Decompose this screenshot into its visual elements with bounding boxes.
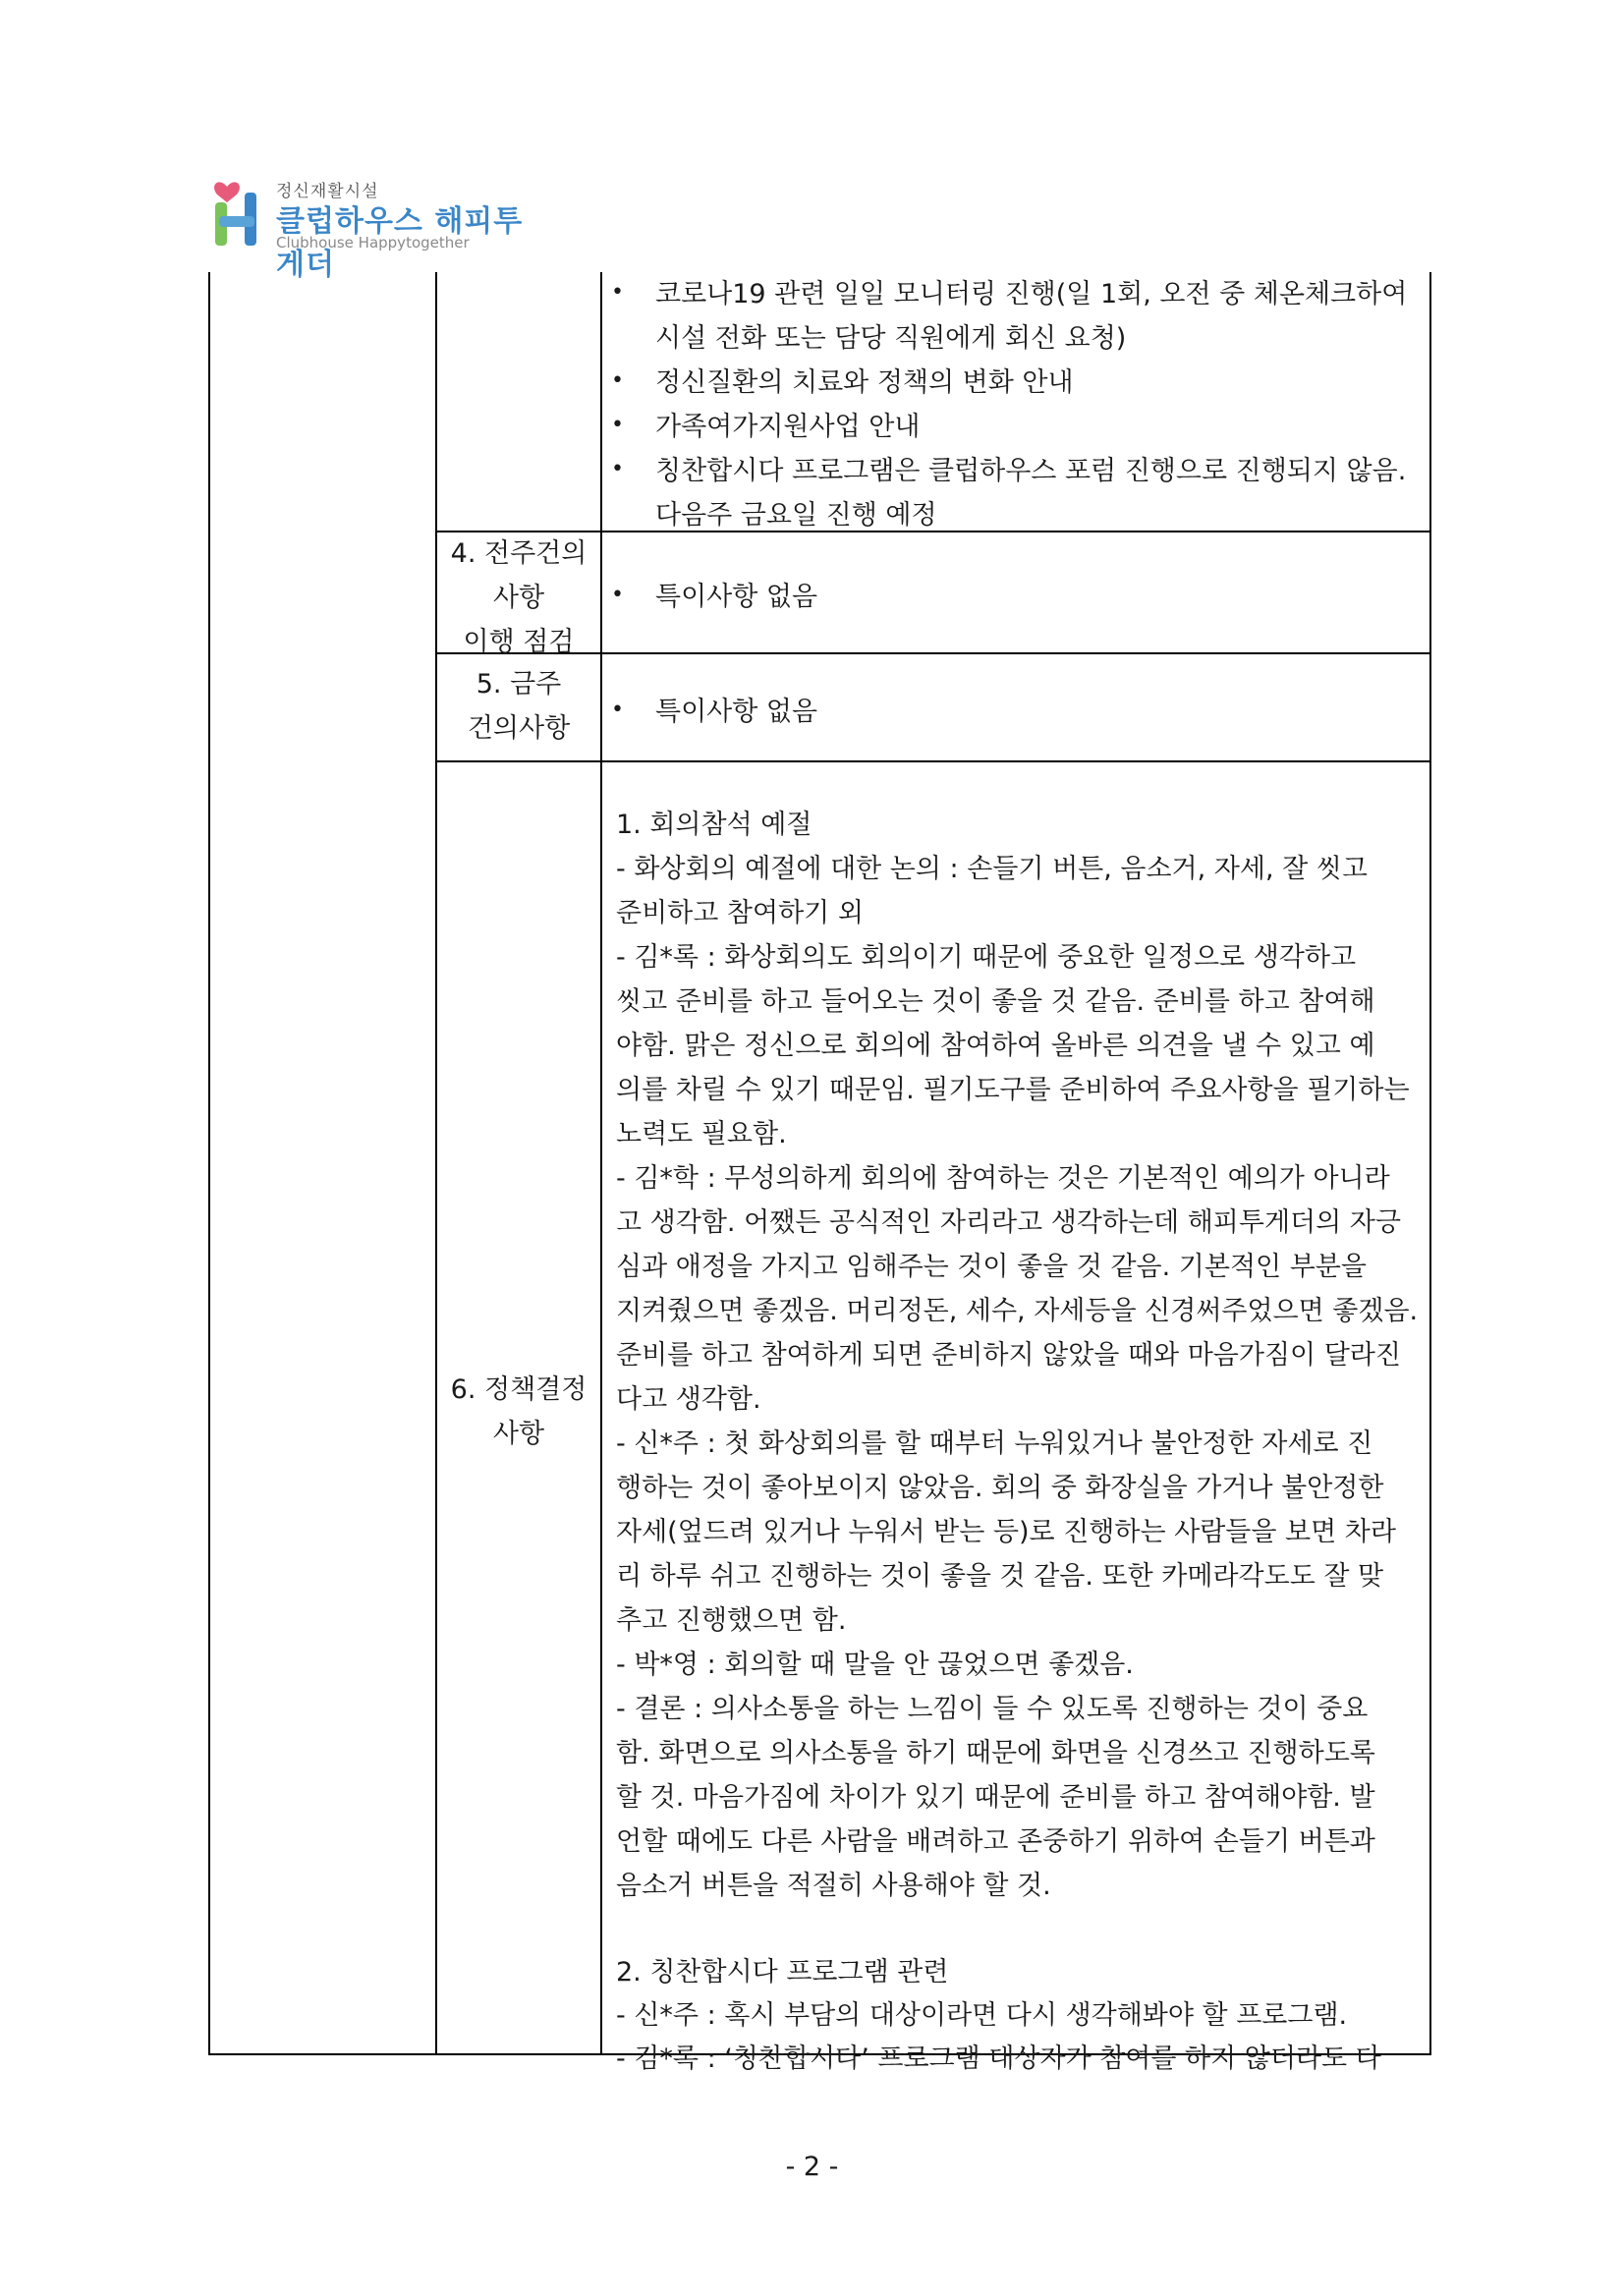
bullet-text-cont: 다음주 금요일 진행 예정: [655, 500, 937, 531]
logo-h-icon: [209, 173, 272, 252]
policy-line: 언할 때에도 다른 사람을 배려하고 존중하기 위하여 손들기 버튼과: [616, 1826, 1375, 1857]
policy-line: - 결론 : 의사소통을 하는 느낌이 들 수 있도록 진행하는 것이 중요: [616, 1694, 1369, 1724]
policy-line: 행하는 것이 좋아보이지 않았음. 회의 중 화장실을 가거나 불안정한: [616, 1473, 1384, 1503]
bullet-marker: •: [611, 413, 624, 437]
policy-line: 리 하루 쉬고 진행하는 것이 좋을 것 같음. 또한 카메라각도도 잘 맞: [616, 1561, 1384, 1592]
row5-header: [436, 662, 601, 751]
policy-line: 노력도 필요함.: [616, 1119, 787, 1149]
logo-title: 클럽하우스 해피투게더: [276, 204, 524, 282]
row4-header: [436, 532, 601, 664]
policy-line: 2. 칭찬합시다 프로그램 관련: [616, 1957, 949, 1988]
policy-line: 심과 애정을 가지고 임해주는 것이 좋을 것 같음. 기본적인 부분을: [616, 1252, 1367, 1282]
bullet-text: 코로나19 관련 일일 모니터링 진행(일 1회, 오전 중 체온체크하여: [655, 279, 1408, 309]
policy-line: 음소거 버튼을 적절히 사용해야 할 것.: [616, 1871, 1051, 1901]
row6-header: [436, 1368, 601, 1456]
policy-line: - 신*주 : 혹시 부담의 대상이라면 다시 생각해봐야 할 프로그램.: [616, 2000, 1348, 2031]
policy-line: 다고 생각함.: [616, 1384, 761, 1415]
policy-line: - 신*주 : 첫 화상회의를 할 때부터 누워있거나 불안정한 자세로 진: [616, 1428, 1373, 1459]
policy-line: 지켜줬으면 좋겠음. 머리정돈, 세수, 자세등을 신경써주었으면 좋겠음.: [616, 1296, 1419, 1326]
row4-header-line: 이행 점검: [463, 627, 575, 657]
policy-line: - 김*록 : 화상회의도 회의이기 때문에 중요한 일정으로 생각하고: [616, 942, 1357, 973]
bullet-marker: •: [611, 583, 624, 607]
bullet-text-cont: 시설 전화 또는 담당 직원에게 회신 요청): [655, 323, 1127, 354]
policy-line: 함. 화면으로 의사소통을 하기 때문에 화면을 신경쓰고 진행하도록: [616, 1738, 1375, 1768]
policy-line: - 김*학 : 무성의하게 회의에 참여하는 것은 기본적인 예의가 아니라: [616, 1163, 1390, 1194]
bullet-text: 정신질환의 치료와 정책의 변화 안내: [655, 367, 1074, 398]
bullet-text: 칭찬합시다 프로그램은 클럽하우스 포럼 진행으로 진행되지 않음.: [655, 456, 1407, 486]
row4-header-line: 사항: [492, 583, 545, 613]
policy-line: 고 생각함. 어쨌든 공식적인 자리라고 생각하는데 해피투게더의 자긍: [616, 1207, 1401, 1238]
logo-subtitle: 정신재활시설: [276, 182, 379, 201]
bullet-marker: •: [611, 457, 624, 481]
bullet-text: 가족여가지원사업 안내: [655, 412, 921, 442]
policy-line: 자세(엎드려 있거나 누워서 받는 등)로 진행하는 사람들을 보면 차라: [616, 1517, 1396, 1547]
bullet-marker: •: [611, 280, 624, 305]
clubhouse-logo: [209, 173, 533, 282]
policy-line: 준비하고 참여하기 외: [616, 898, 864, 928]
policy-line: - 화상회의 예절에 대한 논의 : 손들기 버튼, 음소거, 자세, 잘 씻고: [616, 854, 1368, 884]
policy-line: 준비를 하고 참여하게 되면 준비하지 않았을 때와 마음가짐이 달라진: [616, 1340, 1401, 1371]
bullet-marker: •: [611, 698, 624, 722]
page-number: - 2 -: [785, 2152, 839, 2182]
policy-line: 씻고 준비를 하고 들어오는 것이 좋을 것 같음. 준비를 하고 참여해: [616, 986, 1375, 1017]
bullet-marker: •: [611, 368, 624, 393]
policy-line: 할 것. 마음가짐에 차이가 있기 때문에 준비를 하고 참여해야함. 발: [616, 1782, 1375, 1813]
policy-line: - 박*영 : 회의할 때 말을 안 끊었으면 좋겠음.: [616, 1650, 1134, 1680]
row5-header-line: 건의사항: [467, 713, 571, 744]
policy-line: 1. 회의참석 예절: [616, 810, 812, 840]
policy-line: - 김*록 : ‘칭찬합시다’ 프로그램 대상자가 참여를 하지 않더라도 다: [616, 2044, 1381, 2074]
policy-line: 야함. 맑은 정신으로 회의에 참여하여 올바른 의견을 낼 수 있고 예: [616, 1031, 1375, 1061]
row6-header-line: 6. 정책결정: [450, 1374, 588, 1405]
logo-english: Clubhouse Happytogether: [276, 234, 470, 252]
policy-line: 의를 차릴 수 있기 때문임. 필기도구를 준비하여 주요사항을 필기하는: [616, 1075, 1410, 1105]
row6-header-line: 사항: [492, 1419, 545, 1449]
table-border-right: [1429, 272, 1431, 2055]
row4-header-line: 4. 전주건의: [450, 538, 588, 569]
policy-line: 추고 진행했으면 함.: [616, 1605, 847, 1636]
row4-bullet-text: 특이사항 없음: [655, 582, 818, 612]
row-separator-3: [435, 760, 1431, 762]
table-border-left: [208, 272, 210, 2055]
row5-bullet-text: 특이사항 없음: [655, 697, 818, 727]
minutes-table: [208, 272, 1431, 2074]
row5-header-line: 5. 금주: [476, 669, 562, 700]
